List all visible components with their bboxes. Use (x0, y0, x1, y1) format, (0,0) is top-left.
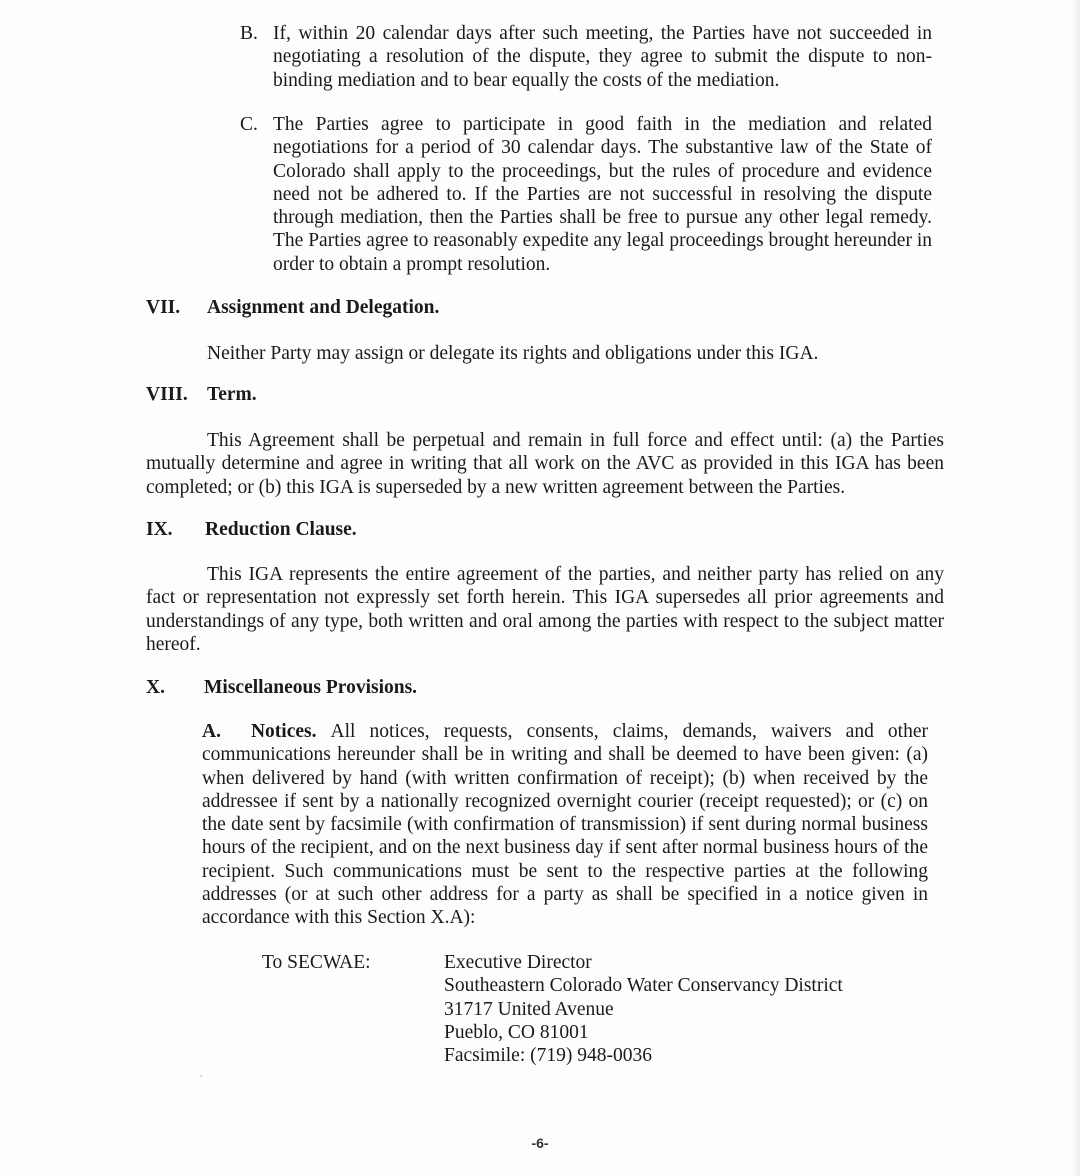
item-marker: C. (240, 114, 258, 135)
section-title-misc: Miscellaneous Provisions. (204, 677, 418, 698)
subsection-notices (202, 720, 928, 930)
address-block (444, 951, 843, 1067)
section-number-viii: VIII. (146, 384, 188, 405)
subsection-title: Notices. (250, 721, 317, 742)
section-title-term: Term. (207, 384, 257, 405)
item-text: The Parties agree to participate in good faith in the mediation and related negotiations for a period of 30 calendar days. The substantive law of the State of Colorado shall apply to the proceedings, but the rules of procedure and evidence need not be adhered to. If the Parties are not successful in resolving the dispute through mediation, then the Parties shall be free to pursue any other legal remedy. The Parties agree to reasonably expedite any legal proceedings brought hereunder in order to obtain a prompt resolution. (273, 114, 932, 275)
section-body-reduction: This IGA represents the entire agreement of the parties, and neither party has relied on any fact or representation not expressly set forth herein. This IGA supersedes all prior agreements and understandings of any type, both written and oral among the parties with respect to the subject matter hereof. (146, 564, 944, 655)
address-line: 31717 United Avenue (444, 998, 614, 1020)
item-marker: B. (240, 23, 258, 44)
section-body-assignment: Neither Party may assign or delegate its rights and obligations under this IGA. (207, 343, 819, 364)
list-item-b (240, 22, 932, 92)
subsection-text: All notices, requests, consents, claims, demands, waivers and other communications hereunder shall be in writing and shall be deemed to have been given: (a) when delivered by hand (with written confirmation of receipt); (b) when received by the addressee if sent by a nationally recognized overnight courier (receipt requested); or (c) on the date sent by facsimile (with confirmation of transmission) if sent during normal business hours of the recipient, and on the next business day if sent after normal business hours of the recipient. Such communications must be sent to the respective parties at the following addresses (or at such other address for a party as shall be specified in a notice given in accordance with this Section X.A): (202, 721, 928, 929)
page-edge-shadow (1072, 0, 1080, 1176)
list-item-c (240, 113, 932, 276)
section-number-ix: IX. (146, 519, 173, 540)
section-number-vii: VII. (146, 297, 181, 318)
scan-speck (200, 1075, 202, 1077)
section-number-x: X. (146, 677, 165, 698)
address-label: To SECWAE: (262, 952, 371, 973)
item-text: If, within 20 calendar days after such meeting, the Parties have not succeeded in negotiating a resolution of the dispute, they agree to submit the dispute to non-binding mediation and to bear equally the costs of the mediation. (273, 23, 932, 91)
address-line: Executive Director (444, 952, 592, 973)
subsection-marker: A. (202, 721, 221, 742)
page-number: -6- (531, 1135, 549, 1151)
address-line: Facsimile: (719) 948-0036 (444, 1045, 652, 1067)
section-body-term: This Agreement shall be perpetual and remain in full force and effect until: (a) the Parties mutually determine and agree in writing that all work on the AVC as provided in this IGA has been completed; or (b) this IGA is superseded by a new written agreement between the Parties. (146, 430, 944, 498)
address-line: Southeastern Colorado Water Conservancy District (444, 975, 843, 997)
section-title-reduction: Reduction Clause. (205, 519, 357, 540)
section-title-assignment: Assignment and Delegation. (207, 297, 440, 318)
address-line: Pueblo, CO 81001 (444, 1021, 589, 1043)
